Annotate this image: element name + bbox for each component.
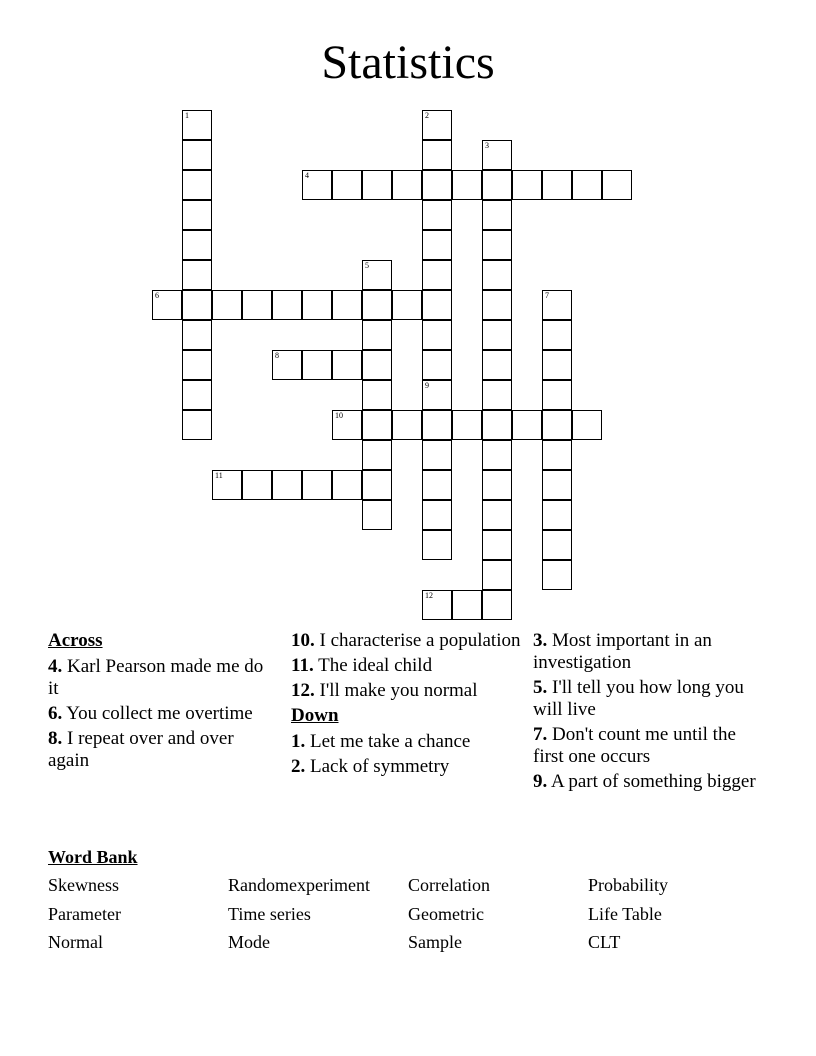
clue-number: 1. [291,731,306,752]
grid-cell[interactable] [182,200,212,230]
clue-number: 3. [533,630,548,651]
clue-down-3 [533,630,758,674]
grid-cell[interactable] [182,410,212,440]
clue-across-10 [291,630,521,652]
grid-cell[interactable] [422,380,452,410]
clues-column-1 [48,630,278,775]
grid-cell[interactable] [422,230,452,260]
grid-cell[interactable] [542,530,572,560]
grid-cell[interactable] [422,500,452,530]
grid-cell[interactable] [332,350,362,380]
cell-number: 12 [425,591,433,600]
grid-cell[interactable] [482,320,512,350]
grid-cell[interactable] [272,350,302,380]
cell-number: 7 [545,291,549,300]
cell-number: 8 [275,351,279,360]
grid-cell[interactable] [242,470,272,500]
grid-cell[interactable] [422,410,452,440]
clue-text: A part of something bigger [550,771,756,792]
word-bank-word: Geometric [408,904,484,924]
grid-cell[interactable] [482,470,512,500]
grid-cell[interactable] [182,170,212,200]
grid-cell[interactable] [392,170,422,200]
clue-number: 7. [533,724,548,745]
clues-column-3 [533,630,758,796]
grid-cell[interactable] [422,350,452,380]
clue-text: I repeat over and over again [48,728,234,771]
cell-number: 3 [485,141,489,150]
grid-cell[interactable] [422,260,452,290]
clue-across-6 [48,703,278,725]
grid-cell[interactable] [362,350,392,380]
clue-number: 2. [291,756,306,777]
clue-text: The ideal child [318,655,433,676]
grid-cell[interactable] [542,170,572,200]
clue-number: 8. [48,728,63,749]
grid-cell[interactable] [302,290,332,320]
grid-cell[interactable] [482,590,512,620]
grid-cell[interactable] [482,230,512,260]
grid-cell[interactable] [482,530,512,560]
word-bank-word: Sample [408,932,462,952]
clue-number: 10. [291,630,315,651]
grid-cell[interactable] [302,470,332,500]
cell-number: 4 [305,171,309,180]
grid-cell[interactable] [422,290,452,320]
grid-cell[interactable] [302,170,332,200]
grid-cell[interactable] [302,350,332,380]
grid-cell[interactable] [542,410,572,440]
across-heading: Across [48,630,103,651]
grid-cell[interactable] [422,470,452,500]
grid-cell[interactable] [272,470,302,500]
grid-cell[interactable] [452,410,482,440]
grid-cell[interactable] [542,350,572,380]
clue-number: 11. [291,655,314,676]
cell-number: 9 [425,381,429,390]
grid-cell[interactable] [482,170,512,200]
down-heading: Down [291,705,339,726]
word-bank-word: Randomexperiment [228,875,370,895]
word-bank-word: Correlation [408,875,490,895]
word-bank-word: Life Table [588,904,662,924]
grid-cell[interactable] [482,380,512,410]
grid-cell[interactable] [512,170,542,200]
clue-text: Lack of symmetry [310,756,450,777]
word-bank-word: Normal [48,932,103,952]
grid-cell[interactable] [212,470,242,500]
grid-cell[interactable] [542,380,572,410]
grid-cell[interactable] [572,170,602,200]
grid-cell[interactable] [542,440,572,470]
cell-number: 6 [155,291,159,300]
clue-text: I'll tell you how long you will live [533,677,744,720]
grid-cell[interactable] [182,350,212,380]
grid-cell[interactable] [422,530,452,560]
grid-cell[interactable] [422,200,452,230]
cell-number: 1 [185,111,189,120]
word-bank-title: Word Bank [48,847,138,867]
grid-cell[interactable] [332,170,362,200]
grid-cell[interactable] [182,290,212,320]
grid-cell[interactable] [422,590,452,620]
clue-across-11 [291,655,521,677]
clue-text: Most important in an investigation [533,630,712,673]
grid-cell[interactable] [362,320,392,350]
word-bank-word: Skewness [48,875,119,895]
cell-number: 11 [215,471,223,480]
grid-cell[interactable] [362,380,392,410]
grid-cell[interactable] [482,260,512,290]
grid-cell[interactable] [542,320,572,350]
grid-cell[interactable] [422,320,452,350]
grid-cell[interactable] [362,170,392,200]
clue-number: 5. [533,677,548,698]
clue-down-2 [291,756,521,778]
clues-column-2 [291,630,521,781]
grid-cell[interactable] [182,110,212,140]
clue-text: Karl Pearson made me do it [48,656,264,699]
grid-cell[interactable] [182,320,212,350]
grid-cell[interactable] [362,410,392,440]
grid-cell[interactable] [272,290,302,320]
grid-cell[interactable] [332,470,362,500]
grid-cell[interactable] [212,290,242,320]
grid-cell[interactable] [362,260,392,290]
grid-cell[interactable] [482,440,512,470]
grid-cell[interactable] [362,500,392,530]
grid-cell[interactable] [482,500,512,530]
grid-cell[interactable] [422,140,452,170]
grid-cell[interactable] [242,290,272,320]
grid-cell[interactable] [482,200,512,230]
clue-text: Don't count me until the first one occurs [533,724,736,767]
grid-cell[interactable] [572,410,602,440]
clue-text: I characterise a population [319,630,521,651]
grid-cell[interactable] [482,290,512,320]
grid-cell[interactable] [332,410,362,440]
clue-number: 6. [48,703,63,724]
grid-cell[interactable] [422,110,452,140]
grid-cell[interactable] [482,560,512,590]
clue-number: 12. [291,680,315,701]
clue-down-9 [533,771,758,793]
grid-cell[interactable] [542,560,572,590]
grid-cell[interactable] [482,140,512,170]
grid-cell[interactable] [182,140,212,170]
clue-down-1 [291,731,521,753]
clue-across-4 [48,656,278,700]
word-bank-word: Probability [588,875,668,895]
grid-cell[interactable] [452,170,482,200]
grid-cell[interactable] [392,290,422,320]
cell-number: 5 [365,261,369,270]
clue-number: 4. [48,656,63,677]
cell-number: 10 [335,411,343,420]
grid-cell[interactable] [182,230,212,260]
grid-cell[interactable] [482,410,512,440]
grid-cell[interactable] [482,350,512,380]
grid-cell[interactable] [422,170,452,200]
grid-cell[interactable] [182,380,212,410]
grid-cell[interactable] [422,440,452,470]
word-bank-word: Time series [228,904,311,924]
word-bank-word: Mode [228,932,270,952]
grid-cell[interactable] [392,410,422,440]
clue-number: 9. [533,771,548,792]
clue-text: Let me take a chance [310,731,471,752]
clue-across-8 [48,728,278,772]
grid-cell[interactable] [362,440,392,470]
grid-cell[interactable] [152,290,182,320]
grid-cell[interactable] [332,290,362,320]
grid-cell[interactable] [542,470,572,500]
clue-down-5 [533,677,758,721]
word-bank-word: CLT [588,932,621,952]
clue-across-12 [291,680,521,702]
grid-cell[interactable] [542,290,572,320]
grid-cell[interactable] [602,170,632,200]
clue-down-7 [533,724,758,768]
word-bank-word: Parameter [48,904,121,924]
clue-text: You collect me overtime [66,703,253,724]
grid-cell[interactable] [362,470,392,500]
page-title: Statistics [321,36,495,89]
grid-cell[interactable] [182,260,212,290]
cell-number: 2 [425,111,429,120]
grid-cell[interactable] [542,500,572,530]
grid-cell[interactable] [452,590,482,620]
grid-cell[interactable] [512,410,542,440]
clue-text: I'll make you normal [319,680,478,701]
grid-cell[interactable] [362,290,392,320]
